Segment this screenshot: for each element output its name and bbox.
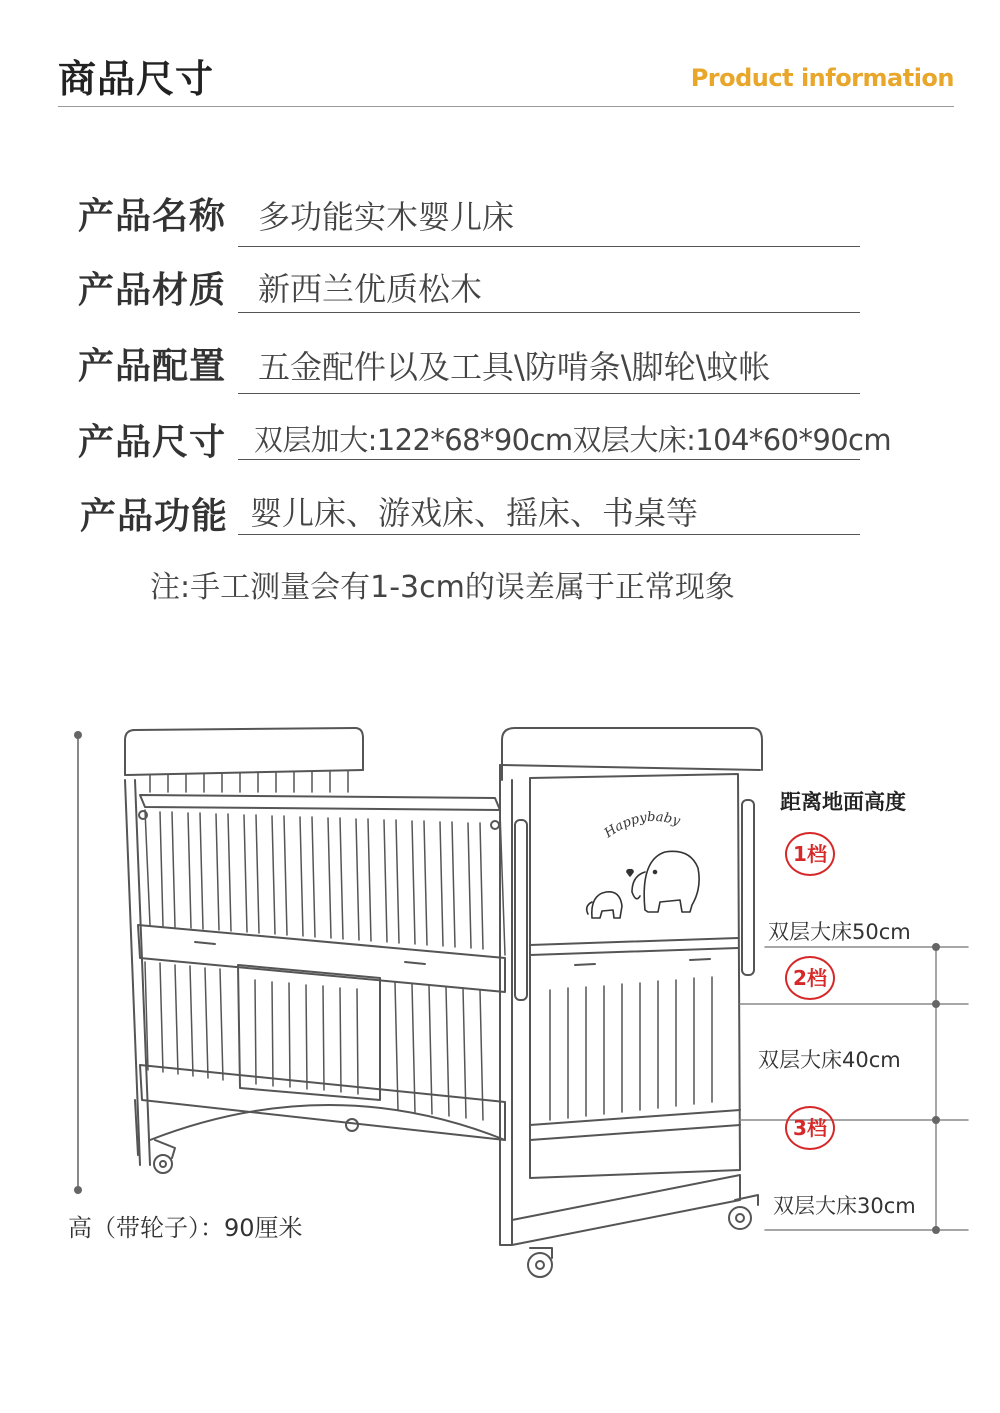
spec-label: 产品材质 [78, 270, 227, 311]
measurement-note: 注:手工测量会有1-3cm的误差属于正常现象 [150, 570, 735, 605]
spec-row-name [0, 188, 1000, 248]
spec-underline [238, 534, 860, 535]
spec-value: 婴儿床、游戏床、摇床、书桌等 [250, 494, 699, 532]
spec-underline [238, 246, 860, 247]
level-label-3: 双层大床30cm [773, 1194, 916, 1218]
ground-height-title: 距离地面高度 [780, 790, 906, 814]
spec-value: 多功能实木婴儿床 [258, 198, 515, 236]
spec-row-function [0, 488, 1000, 548]
spec-value: 新西兰优质松木 [258, 270, 483, 308]
crib-diagram [0, 700, 1000, 1320]
spec-label: 产品配置 [78, 346, 227, 387]
spec-label: 产品名称 [78, 196, 227, 237]
height-label: 高（带轮子）：90厘米 [68, 1214, 303, 1242]
level-badge-3: 3档 [785, 1106, 835, 1150]
spec-underline [238, 312, 860, 313]
level-badge-1: 1档 [785, 832, 835, 876]
spec-label: 产品功能 [80, 496, 229, 537]
page-subtitle-en: Product information [690, 64, 954, 92]
spec-row-size [0, 414, 1000, 474]
spec-underline [238, 459, 860, 460]
spec-row-config [0, 338, 1000, 398]
spec-underline [238, 393, 860, 394]
level-badge-2: 2档 [785, 956, 835, 1000]
spec-value: 双层加大:122*68*90cm双层大床:104*60*90cm [254, 423, 892, 457]
happybaby-text: Happybaby [601, 809, 682, 842]
header-divider [58, 106, 954, 107]
level-label-2: 双层大床40cm [758, 1048, 901, 1072]
page-title: 商品尺寸 [58, 57, 215, 101]
spec-row-material [0, 262, 1000, 322]
spec-label: 产品尺寸 [78, 422, 227, 463]
level-label-1: 双层大床50cm [768, 920, 911, 944]
spec-value: 五金配件以及工具\防啃条\脚轮\蚊帐 [258, 348, 771, 386]
